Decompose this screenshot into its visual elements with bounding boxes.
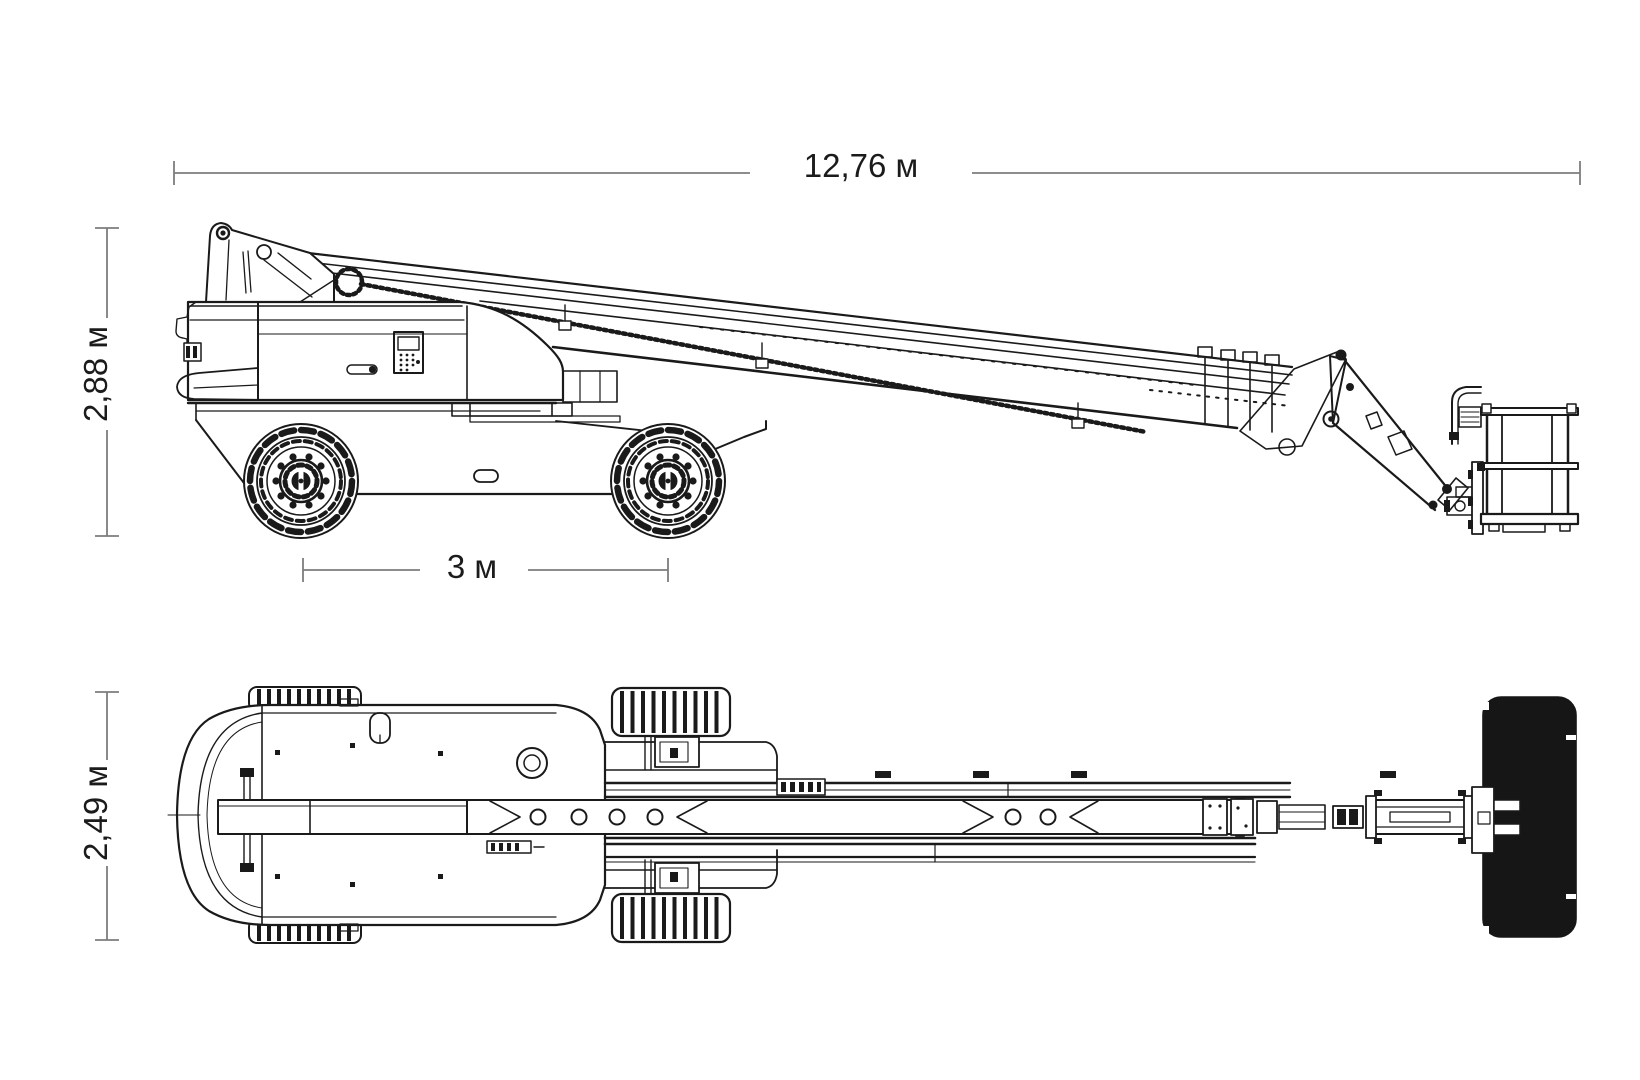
overall-height-label: 2,88 м	[77, 325, 114, 423]
side-view	[176, 223, 1578, 538]
front-left-tire	[612, 688, 730, 736]
boom-pivot-mast	[206, 223, 334, 302]
front-wheel	[611, 424, 725, 538]
platform-basket	[1449, 387, 1578, 534]
front-right-tire	[612, 894, 730, 942]
turret-body	[176, 302, 563, 411]
plan-jib	[1203, 790, 1490, 844]
overall-length-label: 12,76 м	[803, 147, 919, 184]
plan-platform-mat	[1472, 697, 1576, 937]
overall-width-label: 2,49 м	[77, 764, 114, 862]
rear-wheel	[244, 424, 358, 538]
plan-boom	[218, 798, 1244, 836]
plan-view	[168, 687, 1576, 943]
wheelbase-label: 3 м	[446, 548, 498, 585]
